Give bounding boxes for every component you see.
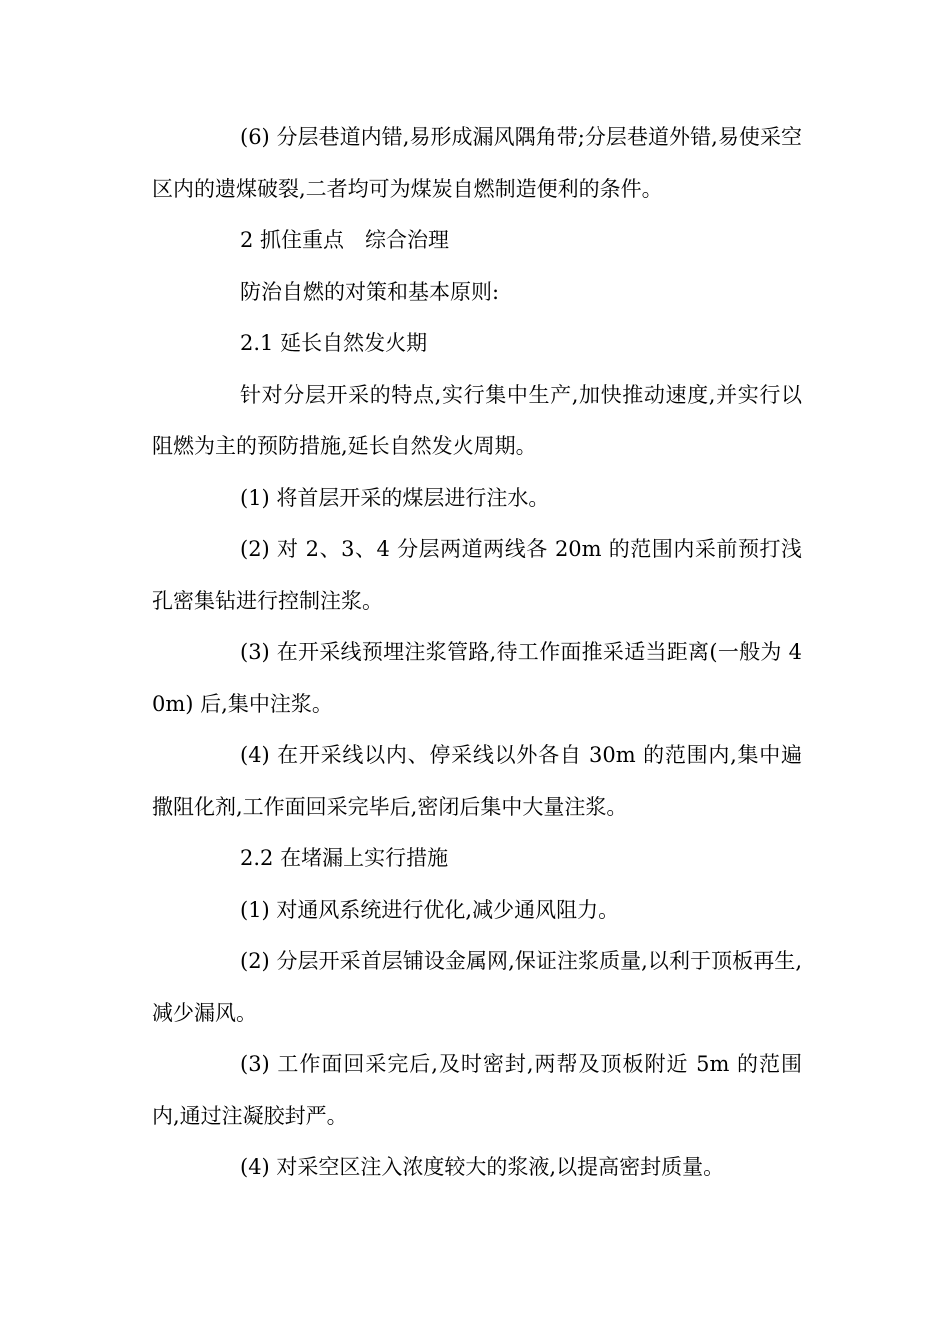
list-item-2-1-3: (3) 在开采线预埋注浆管路,待工作面推采适当距离(一般为 40m) 后,集中注浆。 — [152, 640, 802, 716]
section-heading-2-1: 2.1 延长自然发火期 — [240, 331, 428, 355]
list-item-2-2-2: (2) 分层开采首层铺设金属网,保证注浆质量,以利于顶板再生,减少漏风。 — [152, 949, 802, 1025]
list-item-2-2-4: (4) 对采空区注入浓度较大的浆液,以提高密封质量。 — [240, 1155, 725, 1179]
section-heading-2: 2 抓住重点 综合治理 — [240, 228, 450, 252]
paragraph-principles-intro: 防治自燃的对策和基本原则: — [240, 279, 500, 304]
list-item-2-1-2: (2) 对 2、3、4 分层两道两线各 20m 的范围内采前预打浅孔密集钻进行控制注浆。 — [152, 537, 802, 613]
list-item-2-1-1: (1) 将首层开采的煤层进行注水。 — [240, 485, 550, 510]
paragraph-item-6-misalignment: (6) 分层巷道内错,易形成漏风隅角带;分层巷道外错,易使采空区内的遗煤破裂,二者均可为煤炭自燃制造便利的条件。 — [152, 125, 802, 201]
list-item-2-1-4: (4) 在开采线以内、停采线以外各自 30m 的范围内,集中遍撒阻化剂,工作面回采完毕后,密闭后集中大量注浆。 — [152, 743, 802, 819]
document-body — [152, 112, 802, 1194]
section-heading-2-2: 2.2 在堵漏上实行措施 — [240, 846, 449, 870]
list-item-2-2-1: (1) 对通风系统进行优化,减少通风阻力。 — [240, 897, 620, 922]
paragraph-layered-mining: 针对分层开采的特点,实行集中生产,加快推动速度,并实行以阻燃为主的预防措施,延长自然发火周期。 — [152, 382, 802, 458]
list-item-2-2-3: (3) 工作面回采完后,及时密封,两帮及顶板附近 5m 的范围内,通过注凝胶封严。 — [152, 1052, 802, 1128]
